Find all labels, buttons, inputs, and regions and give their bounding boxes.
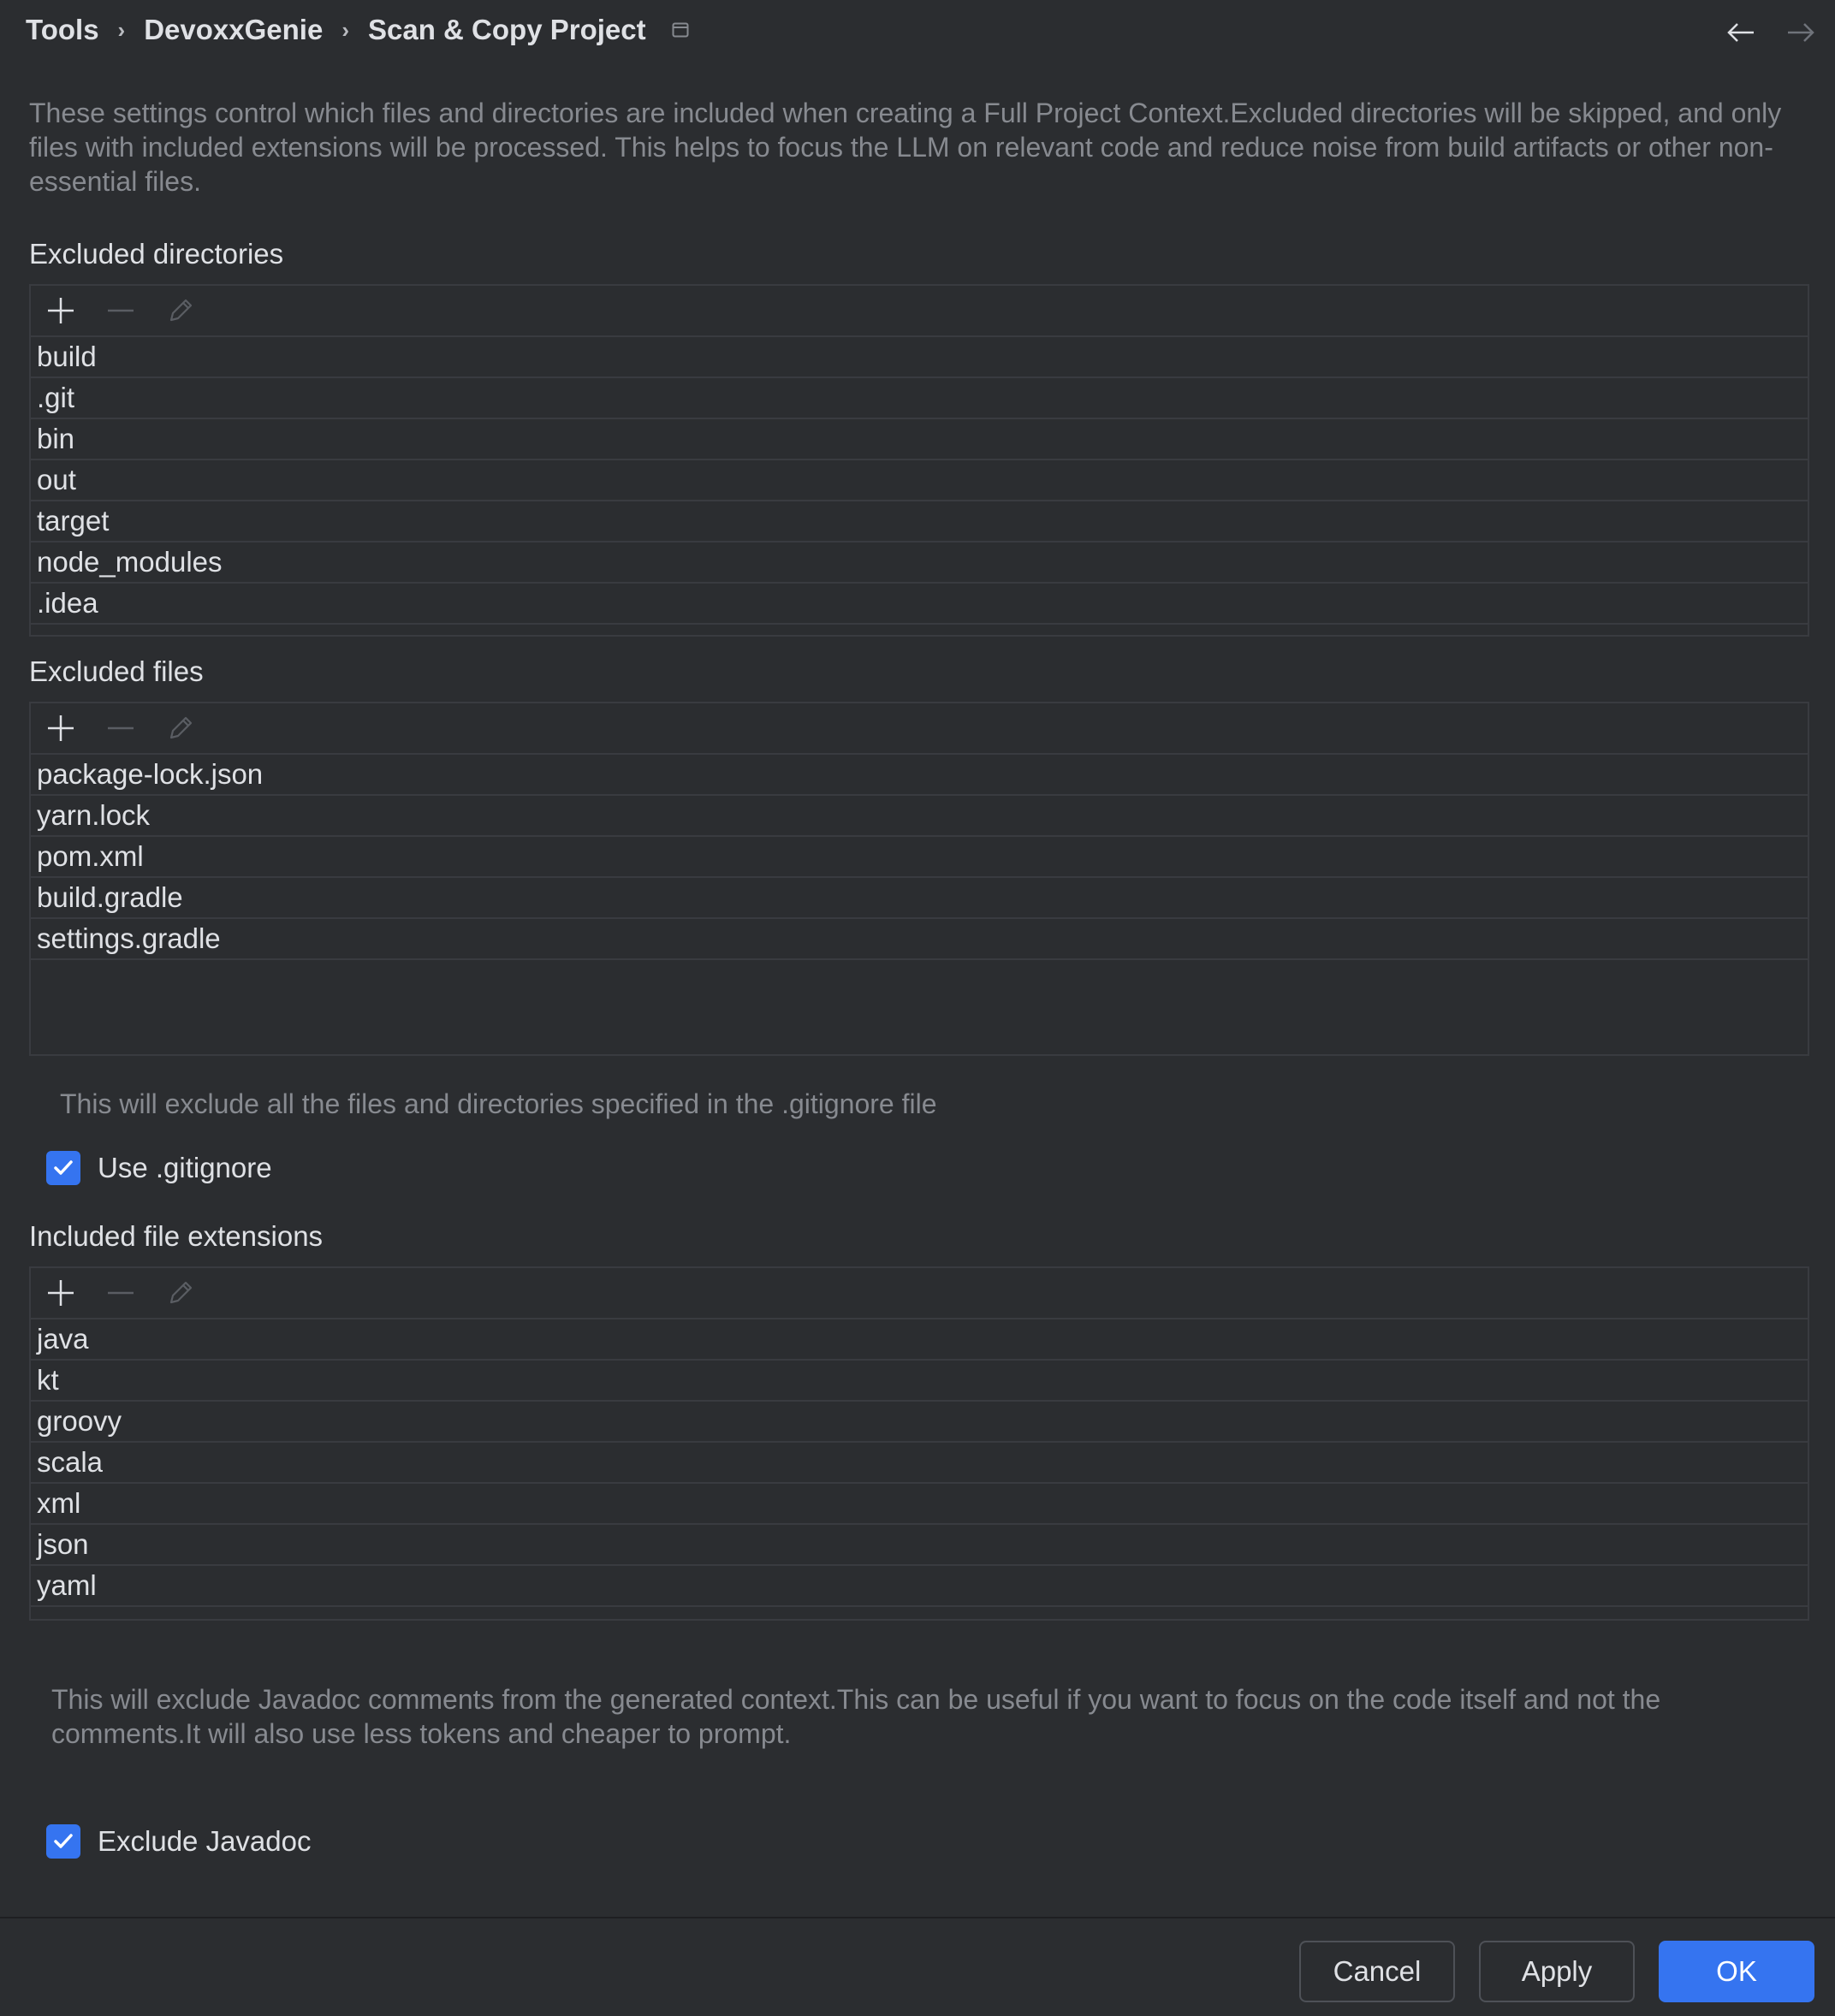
- breadcrumb-scan-copy-project: Scan & Copy Project: [368, 14, 646, 45]
- excluded-directories-panel: [29, 284, 1809, 637]
- list-item[interactable]: target: [31, 501, 1808, 543]
- add-icon[interactable]: [43, 1275, 79, 1311]
- use-gitignore-label: Use .gitignore: [98, 1152, 272, 1183]
- apply-button[interactable]: Apply: [1479, 1941, 1635, 2002]
- breadcrumb-separator: ›: [341, 16, 349, 43]
- window-pin-icon[interactable]: [672, 21, 689, 39]
- list-item[interactable]: kt: [31, 1361, 1808, 1402]
- ok-button[interactable]: OK: [1659, 1941, 1814, 2002]
- dialog-footer: [1299, 1941, 1814, 2002]
- edit-pencil-icon[interactable]: [163, 1275, 199, 1311]
- excluded-directories-toolbar: [31, 286, 1808, 337]
- excluded-files-toolbar: [31, 703, 1808, 755]
- use-gitignore-checkbox[interactable]: [46, 1151, 272, 1185]
- javadoc-hint: This will exclude Javadoc comments from the generated context.This can be useful if you want to focus on the code itself and not the comments.It will also use less tokens and cheaper to prompt.: [51, 1684, 1661, 1749]
- list-item[interactable]: package-lock.json: [31, 755, 1808, 796]
- list-item[interactable]: yaml: [31, 1566, 1808, 1607]
- list-item[interactable]: xml: [31, 1484, 1808, 1525]
- excluded-directories-label: Excluded directories: [29, 238, 284, 270]
- list-item[interactable]: settings.gradle: [31, 919, 1808, 960]
- footer-divider: [0, 1917, 1835, 1918]
- list-item[interactable]: groovy: [31, 1402, 1808, 1443]
- gitignore-hint: This will exclude all the files and directories specified in the .gitignore file: [60, 1088, 937, 1119]
- back-arrow-icon[interactable]: [1724, 15, 1758, 50]
- list-item[interactable]: .idea: [31, 584, 1808, 625]
- edit-pencil-icon[interactable]: [163, 710, 199, 746]
- remove-icon[interactable]: [103, 710, 139, 746]
- checkbox-checked-icon[interactable]: [46, 1151, 80, 1185]
- forward-arrow-icon[interactable]: [1784, 15, 1818, 50]
- checkbox-checked-icon[interactable]: [46, 1824, 80, 1859]
- list-item[interactable]: bin: [31, 419, 1808, 460]
- cancel-button[interactable]: Cancel: [1299, 1941, 1455, 2002]
- add-icon[interactable]: [43, 710, 79, 746]
- breadcrumb-separator: ›: [117, 16, 126, 43]
- excluded-files-label: Excluded files: [29, 655, 204, 687]
- included-extensions-panel: [29, 1266, 1809, 1621]
- included-extensions-label: Included file extensions: [29, 1220, 324, 1252]
- history-nav: [1724, 15, 1818, 50]
- breadcrumb-tools[interactable]: Tools: [26, 14, 99, 45]
- list-item[interactable]: build: [31, 337, 1808, 378]
- list-item[interactable]: build.gradle: [31, 878, 1808, 919]
- excluded-files-panel: [29, 702, 1809, 1056]
- settings-description: These settings control which files and directories are included when creating a Full Project Context.Excluded directories will be skipped, and only files with included extensions will be processed. This helps to focus the LLM on relevant code and reduce noise from build artifacts or other non-essential files.: [29, 98, 1782, 197]
- list-item[interactable]: scala: [31, 1443, 1808, 1484]
- list-item[interactable]: pom.xml: [31, 837, 1808, 878]
- edit-pencil-icon[interactable]: [163, 293, 199, 329]
- list-item[interactable]: yarn.lock: [31, 796, 1808, 837]
- add-icon[interactable]: [43, 293, 79, 329]
- remove-icon[interactable]: [103, 293, 139, 329]
- list-item[interactable]: node_modules: [31, 543, 1808, 584]
- list-item[interactable]: java: [31, 1319, 1808, 1361]
- exclude-javadoc-checkbox[interactable]: [46, 1824, 311, 1859]
- breadcrumb-devoxxgenie[interactable]: DevoxxGenie: [144, 14, 324, 45]
- list-item[interactable]: out: [31, 460, 1808, 501]
- included-extensions-toolbar: [31, 1268, 1808, 1319]
- remove-icon[interactable]: [103, 1275, 139, 1311]
- exclude-javadoc-label: Exclude Javadoc: [98, 1825, 312, 1857]
- list-item[interactable]: .git: [31, 378, 1808, 419]
- breadcrumb: [26, 9, 689, 51]
- list-item[interactable]: json: [31, 1525, 1808, 1566]
